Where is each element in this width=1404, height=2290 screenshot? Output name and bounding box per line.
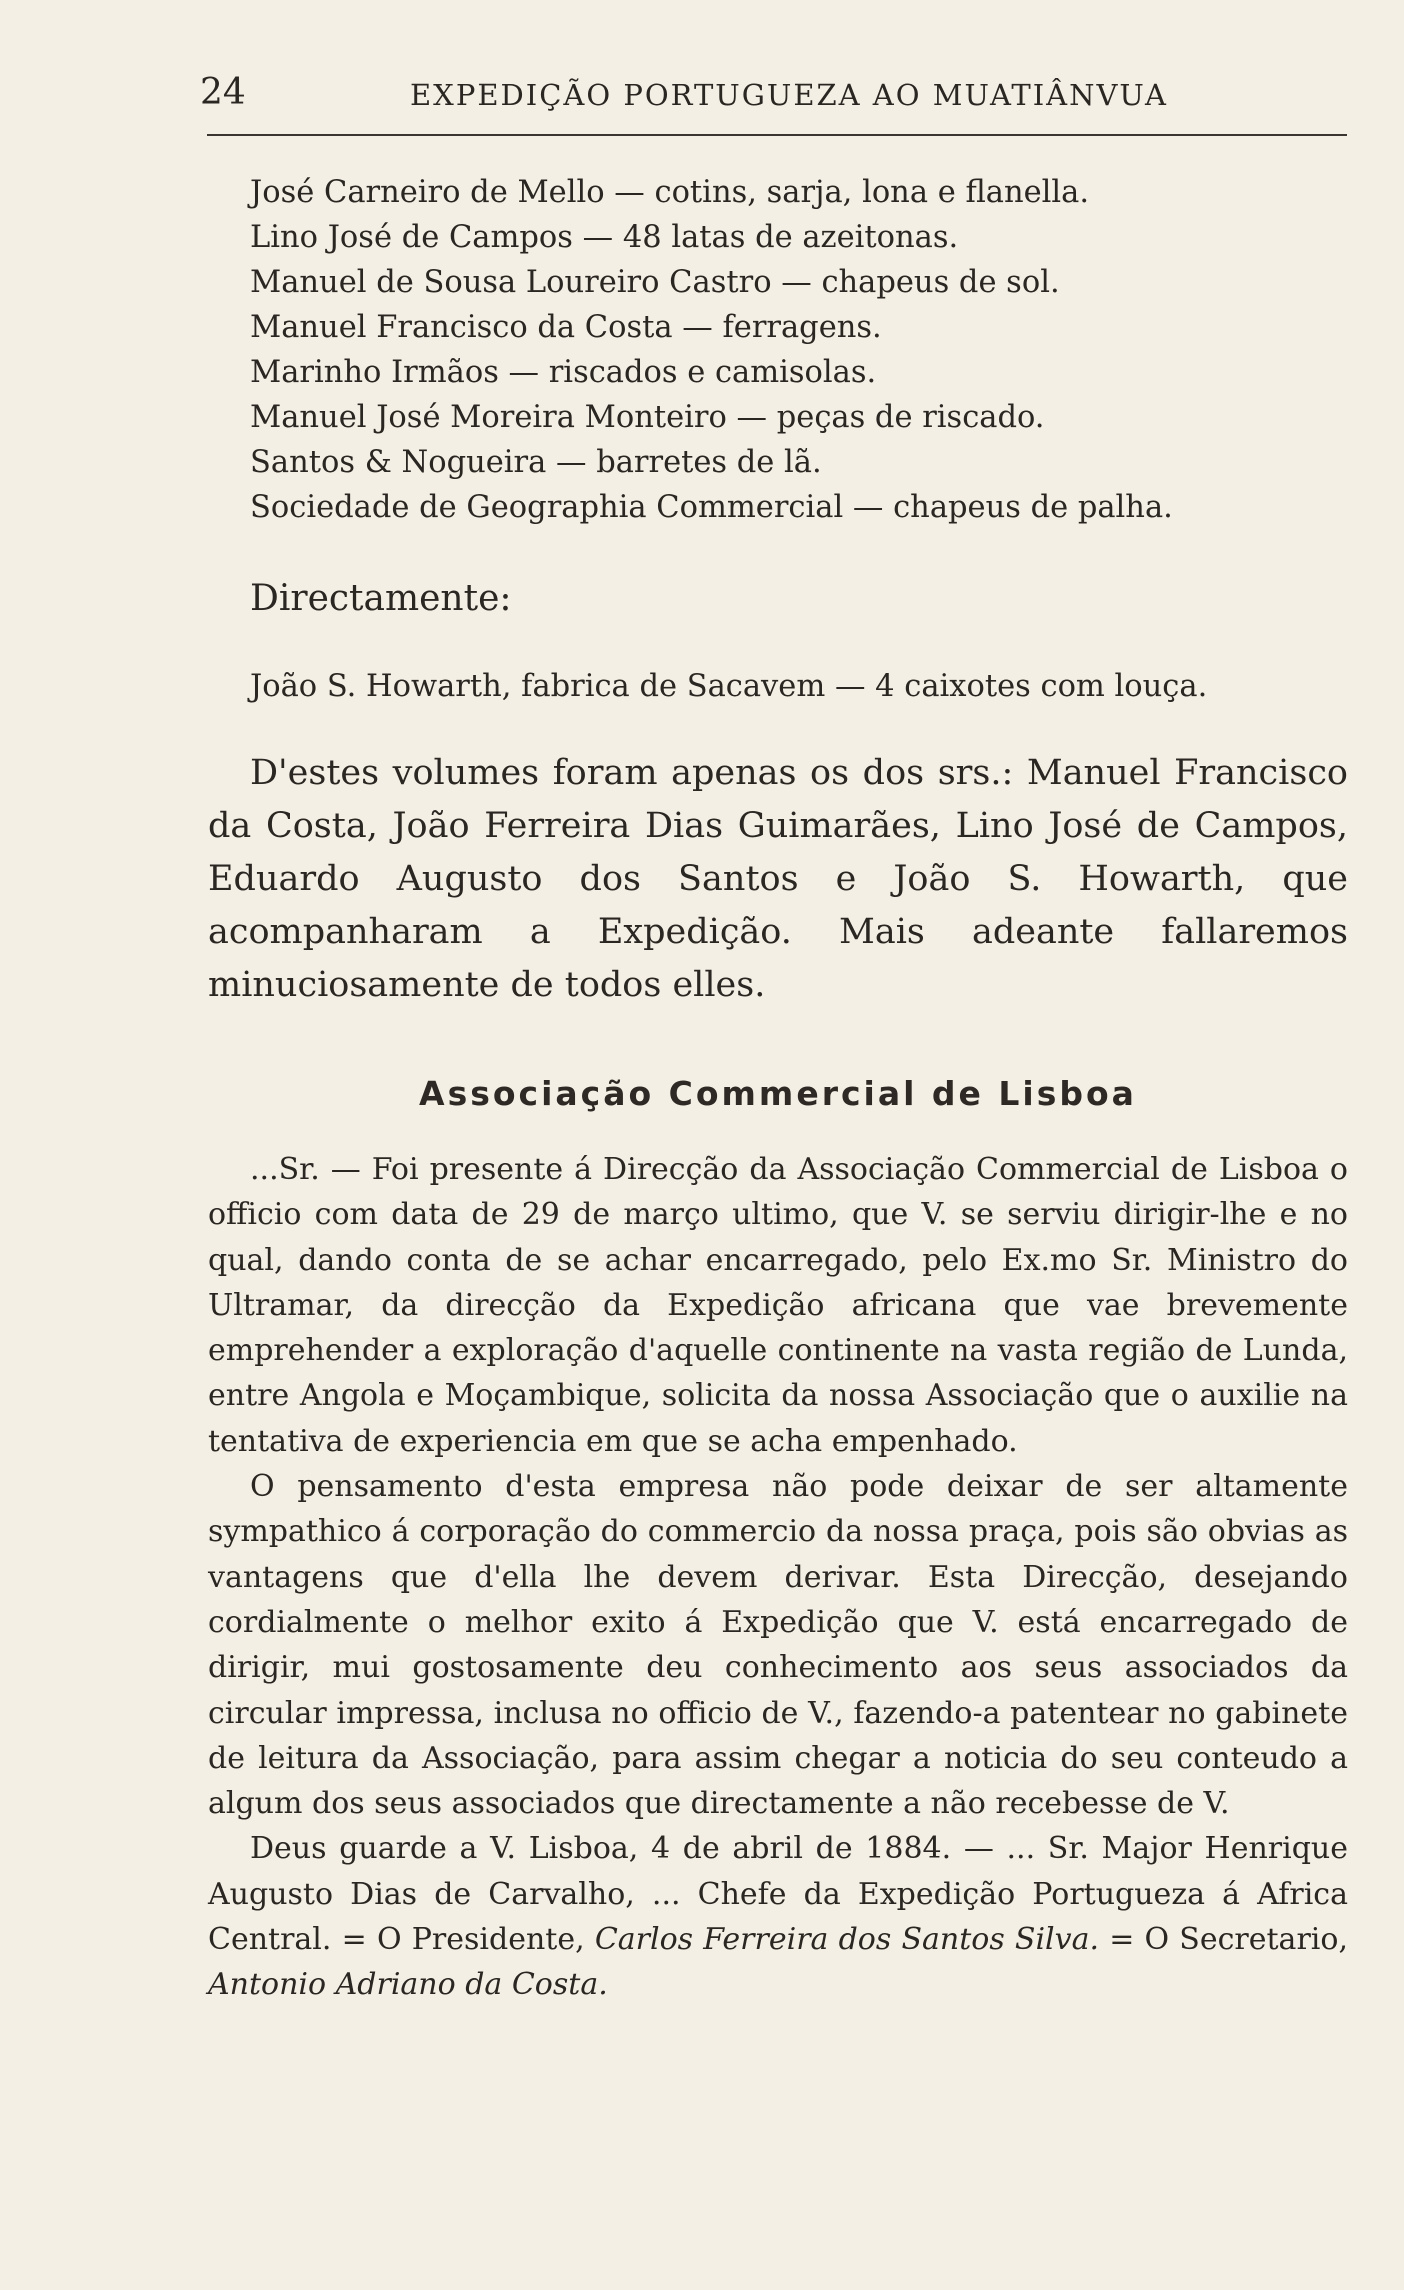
- closing-text: Deus guarde a V. Lisboa, 4 de abril de 1884. — ... Sr. Major Henrique Augusto Dias de Carvalho, ... Chefe da Expedição Portugueza á Africa Central. = O Presidente,: [208, 1831, 1348, 1958]
- page-number: 24: [200, 72, 246, 113]
- list-item: Manuel de Sousa Loureiro Castro — chapeus de sol.: [250, 265, 1060, 300]
- section-title: Associação Commercial de Lisboa: [419, 1074, 1137, 1113]
- list-item: José Carneiro de Mello — cotins, sarja, lona e flanella.: [250, 175, 1090, 210]
- letter-paragraph: O pensamento d'esta empresa não pode deixar de ser altamente sympathico á corporação do commercio da nossa praça, pois são obvias as vantagens que d'ella lhe devem derivar. Esta Direcção, desejando cordialmente o melhor exito á Expedição que V. está encarregado de dirigir, mui gostosamente deu conhecimento aos seus associados da circular impressa, inclusa no officio de V., fazendo-a patentear no gabinete de leitura da Associação, para assim chegar a noticia do seu conteudo a algum dos seus associados que directamente a não recebesse de V.: [208, 1469, 1348, 1822]
- list-item: Lino José de Campos — 48 latas de azeitonas.: [250, 220, 959, 255]
- running-title: EXPEDIÇÃO PORTUGUEZA AO MUATIÂNVUA: [410, 78, 1168, 112]
- list-item: Sociedade de Geographia Commercial — chapeus de palha.: [250, 490, 1173, 525]
- page-body: [208, 170, 1348, 2008]
- letter-closing: [208, 1826, 1348, 2007]
- list-item: Santos & Nogueira — barretes de lã.: [250, 445, 822, 480]
- letter-paragraph: ...Sr. — Foi presente á Direcção da Associação Commercial de Lisboa o officio com data de 29 de março ultimo, que V. se serviu dirigir-lhe e no qual, dando conta de se achar encarregado, pelo Ex.mo Sr. Ministro do Ultramar, da direcção da Expedição africana que vae brevemente emprehender a exploração d'aquelle continente na vasta região de Lunda, entre Angola e Moçambique, solicita da nossa Associação que o auxilie na tentativa de experiencia em que se acha empenhado.: [208, 1152, 1348, 1459]
- direct-item: João S. Howarth, fabrica de Sacavem — 4 caixotes com louça.: [250, 669, 1208, 704]
- summary-paragraph: D'estes volumes foram apenas os dos srs.: Manuel Francisco da Costa, João Ferreira Dias Guimarães, Lino José de Campos, Eduardo Augusto dos Santos e João S. Howarth, que acompanharam a Expedição. Mais adeante fallaremos minuciosamente de todos elles.: [208, 753, 1348, 1005]
- running-head: [200, 72, 1345, 122]
- president-name: Carlos Ferreira dos Santos Silva.: [594, 1922, 1100, 1958]
- header-rule: [207, 134, 1347, 136]
- supplier-list: [208, 170, 1348, 530]
- association-letter: [208, 1147, 1348, 2008]
- secretary-name: Antonio Adriano da Costa.: [208, 1967, 608, 2003]
- list-item: Manuel José Moreira Monteiro — peças de riscado.: [250, 400, 1045, 435]
- list-item: Marinho Irmãos — riscados e camisolas.: [250, 355, 877, 390]
- directamente-heading: Directamente:: [250, 578, 512, 619]
- secretary-label: = O Secretario,: [1109, 1922, 1348, 1958]
- list-item: Manuel Francisco da Costa — ferragens.: [250, 310, 882, 345]
